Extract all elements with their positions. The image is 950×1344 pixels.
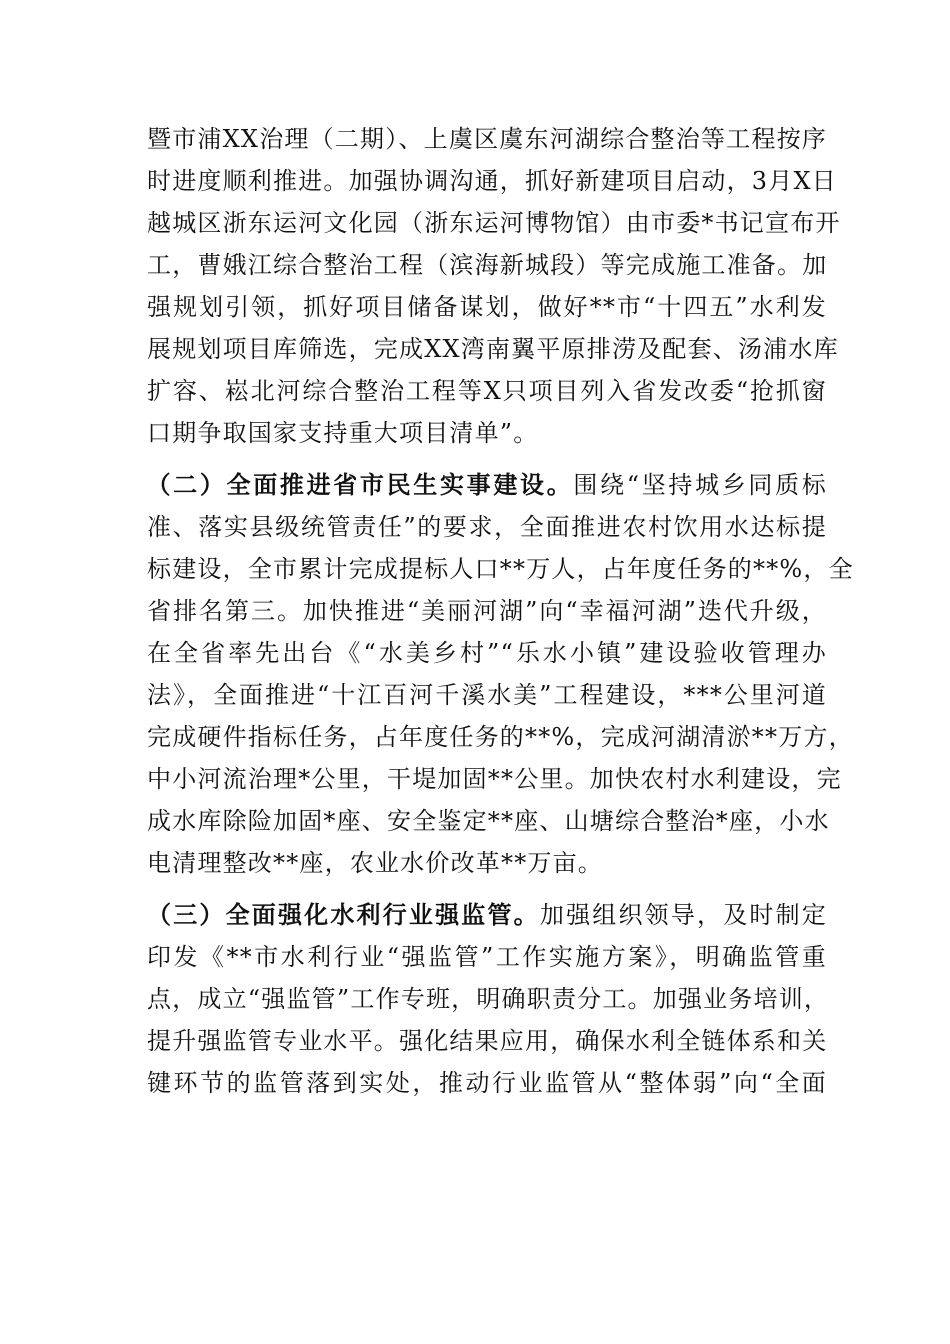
paragraph-line: 暨市浦XX治理（二期）、上虞区虞东河湖综合整治等工程按序 bbox=[147, 125, 827, 153]
paragraph-line: 时进度顺利推进。加强协调沟通，抓好新建项目启动，3月X日 bbox=[147, 167, 837, 195]
paragraph-first-line bbox=[147, 894, 827, 936]
paragraph-1 bbox=[147, 118, 841, 454]
paragraph-line: 点，成立“强监管”工作专班，明确职责分工。加强业务培训， bbox=[147, 985, 830, 1013]
section-heading: （三）全面强化水利行业强监管。 bbox=[147, 900, 540, 929]
section-heading: （二）全面推进省市民生实事建设。 bbox=[145, 470, 574, 499]
paragraph-line: 准、落实县级统管责任”的要求，全面推进农村饮用水达标提 bbox=[147, 513, 827, 541]
paragraph-line: 电清理整改**座，农业水价改革**万亩。 bbox=[147, 849, 603, 877]
paragraph-line: 展规划项目库筛选，完成XX湾南翼平原排涝及配套、汤浦水库 bbox=[147, 335, 839, 363]
paragraph-line: 扩容、崧北河综合整治工程等X只项目列入省发改委“抢抓窗 bbox=[147, 377, 827, 405]
paragraph-line: 强规划引领，抓好项目储备谋划，做好**市“十四五”水利发 bbox=[147, 293, 827, 321]
paragraph-3 bbox=[147, 894, 830, 1104]
paragraph-text: 加强组织领导，及时制定 bbox=[539, 901, 828, 929]
paragraph-line: 中小河流治理*公里，干堤加固**公里。加快农村水利建设，完 bbox=[147, 765, 842, 793]
paragraph-text: 围绕“坚持城乡同质标 bbox=[573, 471, 827, 499]
paragraph-first-line bbox=[147, 464, 827, 506]
paragraph-line: 标建设，全市累计完成提标人口**万人，占年度任务的**%，全 bbox=[147, 555, 854, 583]
paragraph-line: 口期争取国家支持重大项目清单”。 bbox=[147, 419, 539, 447]
paragraph-line: 印发《**市水利行业“强监管”工作实施方案》，明确监管重 bbox=[147, 943, 827, 971]
paragraph-line: 提升强监管专业水平。强化结果应用，确保水利全链体系和关 bbox=[147, 1027, 828, 1055]
paragraph-line: 在全省率先出台《“水美乡村”“乐水小镇”建设验收管理办 bbox=[147, 639, 827, 667]
paragraph-line: 键环节的监管落到实处，推动行业监管从“整体弱”向“全面 bbox=[147, 1069, 827, 1097]
paragraph-line: 工，曹娥江综合整治工程（滨海新城段）等完成施工准备。加 bbox=[147, 251, 828, 279]
document-body bbox=[145, 118, 854, 1104]
paragraph-line: 省排名第三。加快推进“美丽河湖”向“幸福河湖”迭代升级， bbox=[147, 597, 827, 625]
paragraph-2 bbox=[145, 464, 854, 884]
paragraph-line: 法》，全面推进“十江百河千溪水美”工程建设，***公里河道 bbox=[147, 681, 827, 709]
paragraph-line: 成水库除险加固*座、安全鉴定**座、山塘综合整治*座，小水 bbox=[147, 807, 830, 835]
paragraph-line: 完成硬件指标任务，占年度任务的**%，完成河湖清淤**万方， bbox=[147, 723, 854, 751]
paragraph-line: 越城区浙东运河文化园（浙东运河博物馆）由市委*书记宣布开 bbox=[147, 209, 841, 237]
